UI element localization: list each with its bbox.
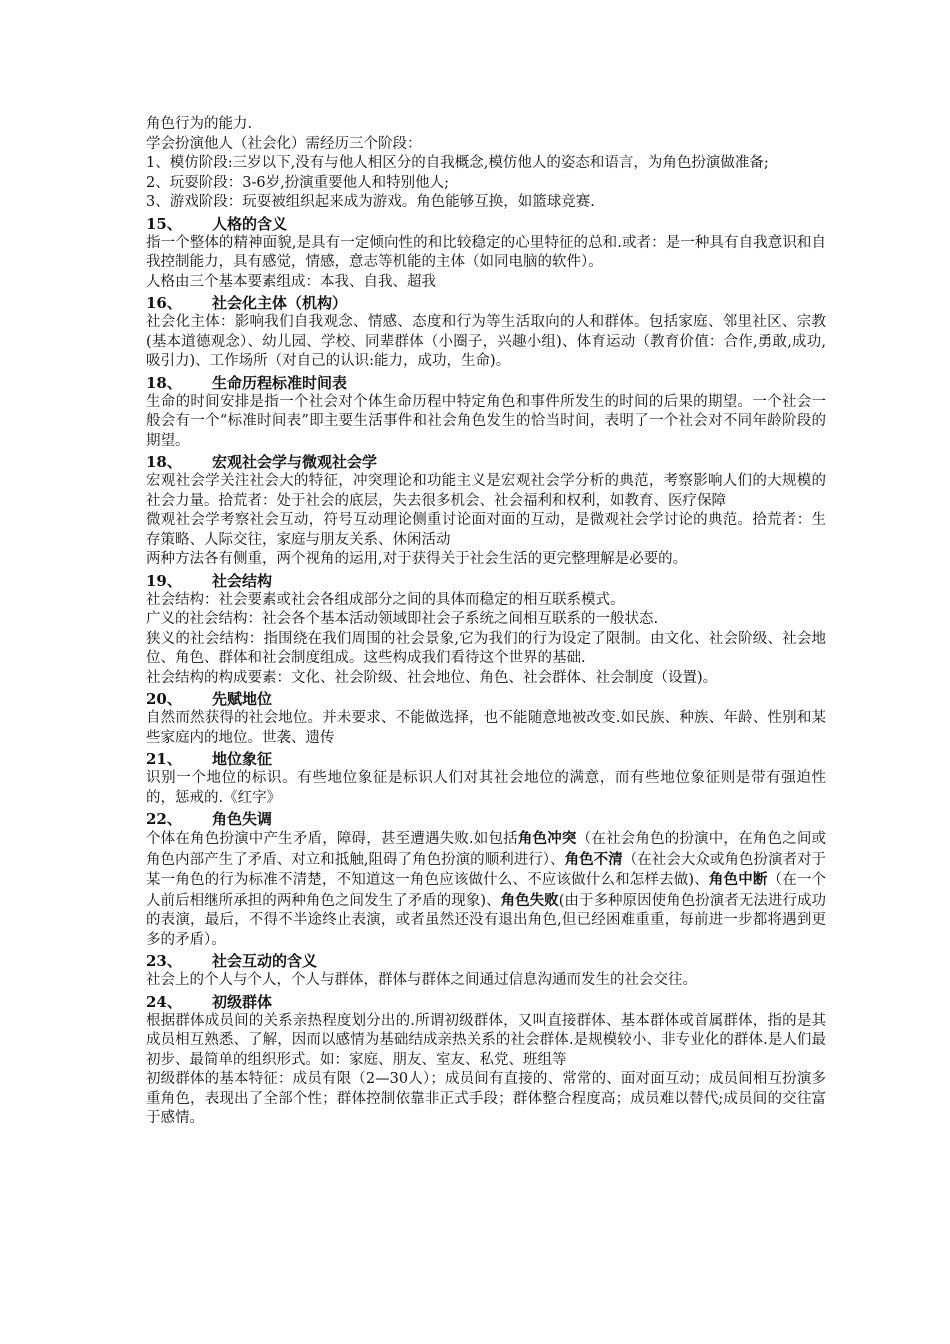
- section-heading: [146, 571, 826, 591]
- paragraph: 根据群体成员间的关系亲热程度划分出的.所谓初级群体，又叫直接群体、基本群体或首属群体，指的是其成员相互熟悉、了解，因而以感情为基础结成亲热关系的社会群体.是规模较小、非专业化的群体.是人们最初步、最简单的组织形式。如：家庭、朋友、室友、私党、班组等: [146, 1012, 826, 1068]
- paragraph: 自然而然获得的社会地位。并未要求、不能做选择，也不能随意地被改变.如民族、种族、年龄、性别和某些家庭内的地位。世袭、遗传: [146, 710, 826, 746]
- section-number: 19、: [146, 571, 182, 590]
- section-heading: [146, 452, 826, 472]
- section-number: 24、: [146, 992, 182, 1011]
- text-run: 个体在角色扮演中产生矛盾，障碍，甚至遭遇失败.如包括: [146, 831, 518, 847]
- paragraph: 广义的社会结构：社会各个基本活动领域即社会子系统之间相互联系的一般状态.: [146, 611, 659, 627]
- section-heading: [146, 749, 826, 769]
- section-title: 社会化主体（机构）: [212, 294, 348, 312]
- paragraph: 人格由三个基本要素组成：本我、自我、超我: [146, 273, 436, 290]
- intro-line: 2、玩耍阶段：3-6岁,扮演重要他人和特别他人;: [146, 174, 450, 191]
- paragraph: 识别一个地位的标识。有些地位象征是标识人们对其社会地位的满意，而有些地位象征则是带有强迫性的，惩戒的.《红字》: [146, 770, 826, 806]
- section-heading: [146, 809, 826, 829]
- section-number: 15、: [146, 214, 182, 233]
- intro-line: 学会扮演他人（社会化）需经历三个阶段：: [146, 135, 422, 152]
- paragraph: 社会化主体：影响我们自我观念、情感、态度和行为等生活取向的人和群体。包括家庭、邻里社区、宗教(基本道德观念）、幼儿园、学校、同辈群体（小圈子，兴趣小组)、体育运动（教育价值：合作,勇敢,成功,吸引力)、工作场所（对自己的认识:能力，成功，生命)。: [146, 314, 826, 369]
- paragraph: 宏观社会学关注社会大的特征，冲突理论和功能主义是宏观社会学分析的典范，考察影响人们的大规模的社会力量。拾荒者：处于社会的底层，失去很多机会、社会福利和权利，如教育、医疗保障: [146, 473, 826, 509]
- section-number: 21、: [146, 750, 182, 768]
- paragraph: 狭义的社会结构：指围绕在我们周围的社会景象,它为我们的行为设定了限制。由文化、社会阶级、社会地位、角色、群体和社会制度组成。这些构成我们看待这个世界的基础.: [146, 630, 826, 666]
- paragraph: 社会上的个人与个人，个人与群体，群体与群体之间通过信息沟通而发生的社会交往。: [146, 972, 697, 988]
- document-page: [146, 115, 826, 1129]
- section-heading: [146, 992, 826, 1012]
- section-title: 生命历程标准时间表: [212, 373, 348, 392]
- section-number: 18、: [146, 453, 182, 471]
- intro-line: 3、游戏阶段：玩耍被组织起来成为游戏。角色能够互换，如篮球竞赛.: [146, 194, 595, 210]
- section-title: 角色失调: [212, 810, 273, 828]
- bold-term: 角色失败: [500, 891, 559, 909]
- paragraph: 初级群体的基本特征：成员有限（2—30人）；成员间有直接的、常常的、面对面互动；成员间相互扮演多重角色，表现出了全部个性；群体控制依靠非正式手段；群体整合程度高；成员难以替代;成员间的交往富于感情。: [146, 1071, 826, 1126]
- paragraph: 社会结构的构成要素：文化、社会阶级、社会地位、角色、社会群体、社会制度（设置)。: [146, 669, 718, 686]
- section-title: 宏观社会学与微观社会学: [212, 453, 378, 471]
- section-number: 22、: [146, 810, 182, 828]
- section-number: 23、: [146, 952, 182, 970]
- text-run: （在社会角色的扮演中，在角色之间或角色内部产生了矛盾、对立和抵触,阻碍了角色扮演的顺利进行）、: [146, 831, 827, 868]
- section-title: 地位象征: [212, 750, 273, 768]
- bold-term: 角色不清: [564, 850, 623, 868]
- bold-term: 角色冲突: [517, 830, 577, 847]
- section-heading: [146, 689, 826, 709]
- text-run: (由于多种原因使角色扮演者无法进行成功的表演，最后，不得不半途终止表演，或者虽然还没有退出角色,但已经困难重重，每前进一步都将遇到更多的矛盾）。: [146, 892, 827, 948]
- intro-line: 角色行为的能力.: [146, 116, 253, 132]
- section-number: 16、: [146, 294, 182, 312]
- paragraph: 微观社会学考察社会互动，符号互动理论侧重讨论面对面的互动，是微观社会学讨论的典范。拾荒者：生存策略、人际交往，家庭与朋友关系、休闲活动: [146, 512, 826, 548]
- section-title: 人格的含义: [212, 214, 288, 233]
- section-heading: [146, 293, 826, 313]
- section-title: 先赋地位: [212, 690, 273, 708]
- section-number: 20、: [146, 690, 182, 708]
- paragraph: 社会结构：社会要素或社会各组成部分之间的具体而稳定的相互联系模式。: [146, 591, 625, 608]
- paragraph: 生命的时间安排是指一个社会对个体生命历程中特定角色和事件所发生的时间的后果的期望。一个社会一般会有一个“标准时间表”即主要生活事件和社会角色发生的恰当时间，表明了一个社会对不同年龄阶段的期望。: [146, 393, 826, 449]
- intro-line: 1、模仿阶段:三岁以下,没有与他人相区分的自我概念,模仿他人的姿态和语言，为角色扮演做准备;: [146, 155, 769, 171]
- section-number: 18、: [146, 373, 182, 392]
- text-run: （在一个人前后相继所承担的两种角色之间发生了矛盾的现象)、: [146, 872, 827, 909]
- section-heading: [146, 373, 826, 393]
- paragraph: 两种方法各有侧重，两个视角的运用,对于获得关于社会生活的更完整理解是必要的。: [146, 551, 688, 567]
- paragraph: 指一个整体的精神面貌,是具有一定倾向性的和比较稳定的心里特征的总和.或者：是一种具有自我意识和自我控制能力，具有感觉，情感，意志等机能的主体（如同电脑的软件）。: [146, 234, 826, 270]
- text-run: （在社会大众或角色扮演者对于某一角色的行为标准不清楚，不知道这一角色应该做什么、不应该做什么和怎样去做)、: [146, 851, 827, 888]
- section-title: 初级群体: [212, 992, 273, 1011]
- paragraph: [146, 829, 826, 950]
- bold-term: 角色中断: [708, 871, 768, 888]
- section-title: 社会结构: [212, 571, 273, 590]
- section-heading: [146, 214, 826, 234]
- section-heading: [146, 951, 826, 971]
- section-title: 社会互动的含义: [212, 952, 318, 970]
